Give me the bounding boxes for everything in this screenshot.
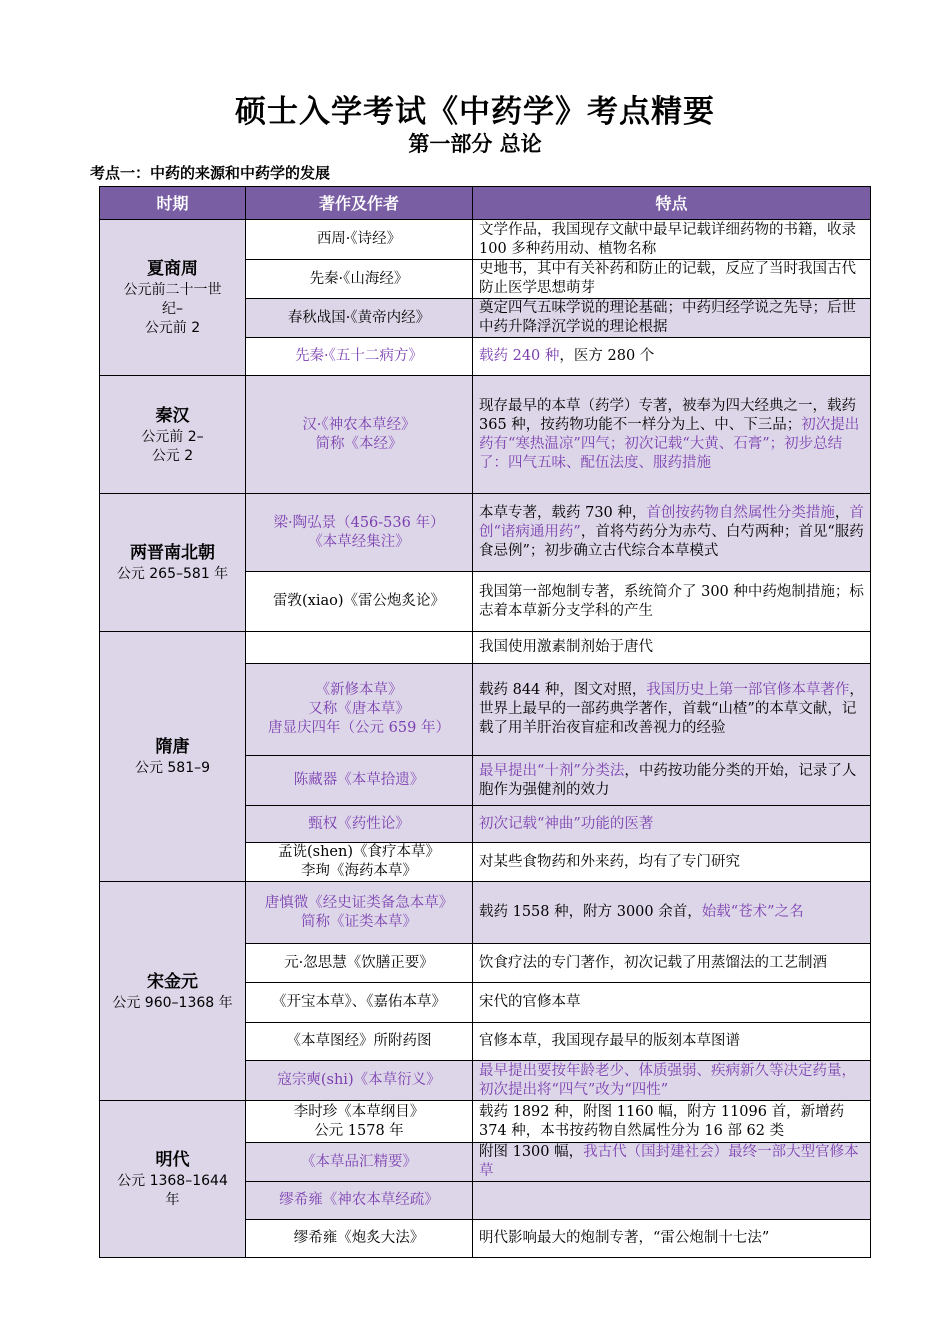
table-header-row <box>100 187 871 220</box>
period-dates: 公元前二十一世 <box>123 282 222 298</box>
work-cell <box>246 220 473 260</box>
feature-text: 本草专著，载药 730 种， <box>479 505 647 521</box>
feature-text: 载药 844 种，图文对照， <box>479 682 647 698</box>
table-row <box>100 220 871 260</box>
feature-cell <box>473 1143 871 1182</box>
work-cell <box>246 756 473 806</box>
work-cell <box>246 843 473 882</box>
period-dates: 公元 581–9 <box>134 760 211 776</box>
work-cell <box>246 1023 473 1061</box>
feature-cell <box>473 1220 871 1258</box>
feature-cell <box>473 299 871 338</box>
column-header-period: 时期 <box>100 187 246 220</box>
work-cell <box>246 944 473 983</box>
work-title: 唐慎微《经史证类备急本草》 <box>264 894 454 911</box>
feature-cell <box>473 806 871 843</box>
period-name: 明代 <box>155 1150 190 1170</box>
period-dates: 公元 2 <box>151 447 194 464</box>
work-title: 西周·《诗经》 <box>316 231 402 247</box>
work-title: 又称《唐本草》 <box>308 701 410 717</box>
work-title: 雷敩(xiao)《雷公炮炙论》 <box>272 593 445 609</box>
page-title: 硕士入学考试《中药学》考点精要 <box>235 94 715 130</box>
period-cell <box>100 1101 246 1258</box>
work-cell <box>246 882 473 944</box>
work-title: 《本草品汇精要》 <box>301 1153 417 1170</box>
work-title: 先秦·《山海经》 <box>309 270 409 287</box>
feature-highlight: 最早提出要按年龄老少、体质强弱、疾病新久等决定药量，初次提出将“四气”改为“四性” <box>479 1062 856 1098</box>
work-cell <box>246 664 473 756</box>
feature-highlight: 初次记载“神曲”功能的医著 <box>479 815 654 832</box>
feature-highlight: 我国历史上第一部官修本草著作 <box>646 682 850 698</box>
work-title: 唐显庆四年（公元 659 年） <box>268 720 450 736</box>
work-title: 简称《本经》 <box>315 435 403 452</box>
work-cell <box>246 806 473 843</box>
feature-cell <box>473 843 871 882</box>
period-cell <box>100 882 246 1101</box>
feature-text: 史地书，其中有关补药和防止的记载，反应了当时我国古代防止医学思想萌芽 <box>479 261 856 296</box>
feature-highlight: 初次提出药有“寒热温凉”四气；初次记载“大黄、石膏”；初步总结了：四气五味、配伍法度、服药措施 <box>479 416 860 471</box>
work-title: 缪希雍《神农本草经疏》 <box>279 1192 439 1208</box>
feature-highlight: 始载“苍术”之名 <box>701 904 804 920</box>
work-title: 寇宗奭(shi)《本草衍义》 <box>277 1072 441 1088</box>
feature-highlight: 最早提出“十剂”分类法 <box>479 762 625 779</box>
feature-text: ，中药按功能分类的开始，记录了人胞作为强健剂的效力 <box>479 762 857 798</box>
period-cell <box>100 632 246 882</box>
feature-text: 官修本草，我国现存最早的版刻本草图谱 <box>479 1033 740 1049</box>
feature-highlight: 首创“诸病通用药” <box>479 505 864 540</box>
table-row <box>100 882 871 944</box>
feature-cell <box>473 664 871 756</box>
work-cell <box>246 260 473 299</box>
feature-text: ，医方 280 个 <box>559 348 655 364</box>
feature-text: 宋代的官修本草 <box>479 994 581 1010</box>
feature-text: ， <box>834 505 850 521</box>
section-heading: 考点一：中药的来源和中药学的发展 <box>90 164 331 182</box>
feature-text: ，世界上最早的一部药典学著作，首载“山楂”的本草文献，记载了用羊肝治夜盲症和改善视力的经验 <box>479 682 864 736</box>
work-title: 公元 1578 年 <box>314 1122 404 1139</box>
work-cell <box>246 632 473 664</box>
feature-cell <box>473 983 871 1023</box>
period-cell <box>100 494 246 632</box>
feature-cell <box>473 944 871 983</box>
feature-cell <box>473 632 871 664</box>
work-cell <box>246 376 473 494</box>
period-name: 夏商周 <box>147 259 198 279</box>
period-dates: 公元 265–581 年 <box>116 566 229 582</box>
work-title: 先秦·《五十二病方》 <box>295 348 423 364</box>
feature-highlight: 载药 240 种 <box>479 348 560 364</box>
work-title: 缪希雍《炮炙大法》 <box>293 1230 425 1246</box>
feature-cell <box>473 756 871 806</box>
work-title: 李珣《海药本草》 <box>301 863 417 879</box>
work-cell <box>246 1143 473 1182</box>
column-header-work: 著作及作者 <box>246 187 473 220</box>
column-header-feature: 特点 <box>473 187 871 220</box>
feature-cell <box>473 376 871 494</box>
period-dates: 纪– <box>162 301 183 317</box>
feature-text: ，首将芍药分为赤芍、白芍两种；首见“服药食忌例”；初步确立古代综合本草模式 <box>479 524 864 559</box>
period-cell <box>100 376 246 494</box>
feature-cell <box>473 260 871 299</box>
feature-cell <box>473 1182 871 1220</box>
feature-cell <box>473 338 871 376</box>
period-name: 两晋南北朝 <box>130 543 215 563</box>
feature-text: 明代影响最大的炮制专著，“雷公炮制十七法” <box>479 1230 770 1246</box>
feature-text: 我国使用激素制剂始于唐代 <box>479 639 653 655</box>
feature-text: 现存最早的本草（药学）专著，被奉为四大经典之一，载药 365 种，按药物功能不一样分为上、中、下三品； <box>479 397 856 433</box>
work-title: 梁·陶弘景（456-536 年） <box>273 514 445 531</box>
feature-text: 对某些食物药和外来药，均有了专门研究 <box>479 853 740 870</box>
period-dates: 公元前 2– <box>141 428 204 445</box>
work-title: 《开宝本草》、《嘉佑本草》 <box>272 994 446 1010</box>
work-title: 春秋战国·《黄帝内经》 <box>287 309 431 326</box>
work-cell <box>246 1220 473 1258</box>
work-title: 《本草经集注》 <box>308 533 410 550</box>
feature-cell <box>473 494 871 572</box>
feature-text: 文学作品，我国现存文献中最早记载详细药物的书籍，收录 100 多种药用动、植物名称 <box>479 221 856 257</box>
feature-text: 饮食疗法的专门著作，初次记载了用蒸馏法的工艺制酒 <box>479 954 827 971</box>
feature-cell <box>473 1023 871 1061</box>
feature-cell <box>473 882 871 944</box>
work-cell <box>246 983 473 1023</box>
feature-cell <box>473 1061 871 1101</box>
period-cell <box>100 220 246 376</box>
work-cell <box>246 1061 473 1101</box>
period-dates: 公元 960–1368 年 <box>112 994 233 1011</box>
feature-highlight: 我古代（国封建社会）最终一部大型官修本草 <box>479 1144 859 1179</box>
period-dates: 公元前 2 <box>144 320 201 336</box>
work-title: 《新修本草》 <box>315 682 403 698</box>
work-cell <box>246 572 473 632</box>
work-title: 李时珍《本草纲目》 <box>293 1103 425 1120</box>
period-dates: 年 <box>165 1192 180 1208</box>
table-row <box>100 376 871 494</box>
history-table <box>99 186 871 1258</box>
feature-cell <box>473 220 871 260</box>
work-title: 孟诜(shen)《食疗本草》 <box>277 844 440 860</box>
feature-text: 载药 1892 种，附图 1160 幅，附方 11096 首，新增药 374 种，本书按药物自然属性分为 16 部 62 类 <box>479 1103 845 1139</box>
work-cell <box>246 299 473 338</box>
table-row <box>100 632 871 664</box>
work-title: 汉·《神农本草经》 <box>302 416 416 433</box>
work-title: 《本草图经》所附药图 <box>286 1033 432 1049</box>
feature-text: 附图 1300 幅， <box>479 1144 584 1160</box>
table-row <box>100 494 871 572</box>
work-title: 陈藏器《本草拾遗》 <box>293 772 425 788</box>
part-subtitle: 第一部分 总论 <box>408 132 542 156</box>
work-cell <box>246 494 473 572</box>
feature-cell <box>473 572 871 632</box>
table-row <box>100 1101 871 1143</box>
feature-text: 奠定四气五味学说的理论基础；中药归经学说之先导；后世中药升降浮沉学说的理论根据 <box>479 300 856 335</box>
feature-text: 我国第一部炮制专著，系统简介了 300 种中药炮制措施；标志着本草新分支学科的产生 <box>479 583 864 619</box>
work-title: 简称《证类本草》 <box>301 913 417 930</box>
period-name: 宋金元 <box>147 971 198 992</box>
work-cell <box>246 1182 473 1220</box>
feature-cell <box>473 1101 871 1143</box>
feature-highlight: 首创按药物自然属性分类措施 <box>646 505 835 521</box>
period-name: 隋唐 <box>155 737 190 757</box>
work-cell <box>246 338 473 376</box>
period-name: 秦汉 <box>155 405 190 426</box>
work-title: 元·忽思慧《饮膳正要》 <box>284 954 434 971</box>
work-cell <box>246 1101 473 1143</box>
work-title: 甄权《药性论》 <box>308 815 410 832</box>
feature-text: 载药 1558 种，附方 3000 余首， <box>479 904 702 920</box>
period-dates: 公元 1368–1644 <box>117 1173 228 1189</box>
